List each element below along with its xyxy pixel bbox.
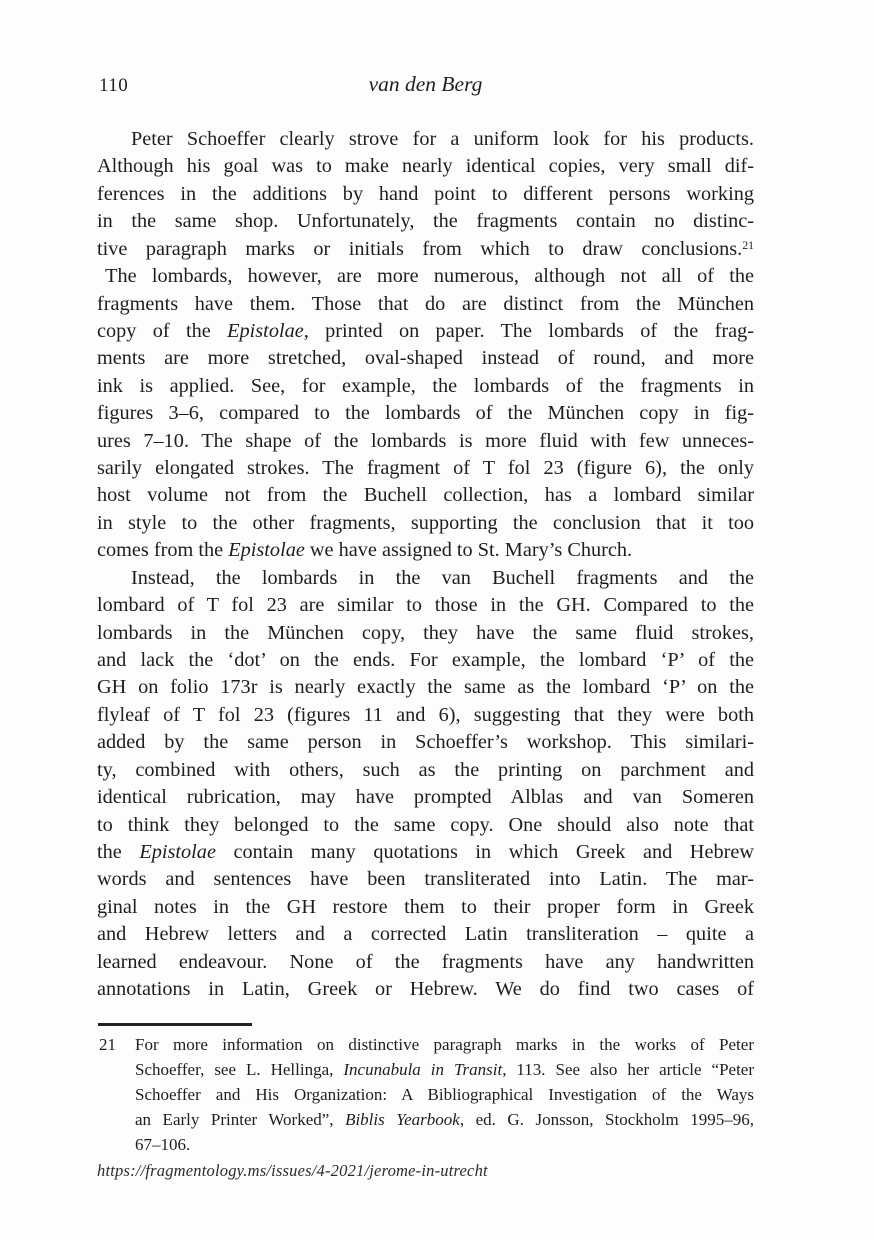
text-line: ferences in the additions by hand point to different persons working <box>97 182 754 205</box>
footnote-text <box>135 1033 754 1158</box>
text-line: 67–106. <box>135 1134 191 1154</box>
text-line: the Epistolae contain many quotations in which Greek and Hebrew <box>97 840 754 863</box>
text-line: tive paragraph marks or initials from which to draw conclusions.$^{21}$ <box>97 237 754 260</box>
paragraph-1 <box>97 126 754 565</box>
text-line: to think they belonged to the same copy. One should also note that <box>97 813 754 836</box>
text-line: ures 7–10. The shape of the lombards is more fluid with few unneces- <box>97 429 754 452</box>
page-header <box>97 72 754 102</box>
text-line: For more information on distinctive paragraph marks in the works of Peter <box>135 1035 754 1054</box>
text-line: Schoeffer, see L. Hellinga, Incunabula in Transit, 113. See also her article “Peter <box>135 1059 754 1079</box>
text-line: Peter Schoeffer clearly strove for a uniform look for his products. <box>131 128 754 150</box>
text-line: an Early Printer Worked”, Biblis Yearbook, ed. G. Jonsson, Stockholm 1995–96, <box>135 1109 754 1129</box>
text-line: The lombards, however, are more numerous, although not all of the <box>97 265 754 288</box>
text-line: Schoeffer and His Organization: A Bibliographical Investigation of the Ways <box>135 1084 754 1104</box>
text-line: added by the same person in Schoeffer’s workshop. This similari- <box>97 731 754 754</box>
text-line: in style to the other fragments, supporting the conclusion that it too <box>97 511 754 534</box>
page-number: 110 <box>99 75 129 96</box>
text-line: copy of the Epistolae, printed on paper. The lombards of the frag- <box>97 319 754 342</box>
text-line: learned endeavour. None of the fragments have any handwritten <box>97 950 754 973</box>
body-text <box>97 126 754 1004</box>
text-line: ink is applied. See, for example, the lombards of the fragments in <box>97 374 754 397</box>
footnote <box>97 1033 754 1158</box>
footnote-reference: 21 <box>742 238 754 252</box>
text-line: host volume not from the Buchell collection, has a lombard similar <box>97 484 754 507</box>
text-line: comes from the Epistolae we have assigned to St. Mary’s Church. <box>97 539 633 562</box>
text-line: and Hebrew letters and a corrected Latin transliteration – quite a <box>97 923 754 946</box>
text-line: fragments have them. Those that do are distinct from the München <box>97 292 754 315</box>
text-line: figures 3–6, compared to the lombards of the München copy in fig- <box>97 402 754 425</box>
paragraph-2 <box>97 565 754 1004</box>
text-line: sarily elongated strokes. The fragment of T fol 23 (figure 6), the only <box>97 457 754 480</box>
text-line: in the same shop. Unfortunately, the fragments contain no distinc- <box>97 210 754 233</box>
text-line: GH on folio 173r is nearly exactly the same as the lombard ‘P’ on the <box>97 676 754 699</box>
text-line: identical rubrication, may have prompted Alblas and van Someren <box>97 786 754 809</box>
running-header: van den Berg <box>368 72 483 96</box>
text-line: and lack the ‘dot’ on the ends. For example, the lombard ‘P’ of the <box>97 649 754 672</box>
text-line: flyleaf of T fol 23 (figures 11 and 6), suggesting that they were both <box>97 703 754 726</box>
text-line: ginal notes in the GH restore them to their proper form in Greek <box>97 895 754 918</box>
text-line: Instead, the lombards in the van Buchell fragments and the <box>131 566 754 589</box>
text-line: Although his goal was to make nearly identical copies, very small dif- <box>97 155 754 178</box>
footer-url[interactable]: https://fragmentology.ms/issues/4-2021/jerome-in-utrecht <box>97 1161 488 1180</box>
text-line: ments are more stretched, oval-shaped instead of round, and more <box>97 347 754 370</box>
text-line: lombard of T fol 23 are similar to those in the GH. Compared to the <box>97 594 754 617</box>
text-line: annotations in Latin, Greek or Hebrew. We do find two cases of <box>97 978 754 1001</box>
footnote-number: 21 <box>99 1035 116 1054</box>
text-line: lombards in the München copy, they have the same fluid strokes, <box>97 621 754 644</box>
text-line: ty, combined with others, such as the printing on parchment and <box>97 758 754 781</box>
footnote-rule <box>98 1023 252 1026</box>
text-line: words and sentences have been transliterated into Latin. The mar- <box>97 868 754 891</box>
